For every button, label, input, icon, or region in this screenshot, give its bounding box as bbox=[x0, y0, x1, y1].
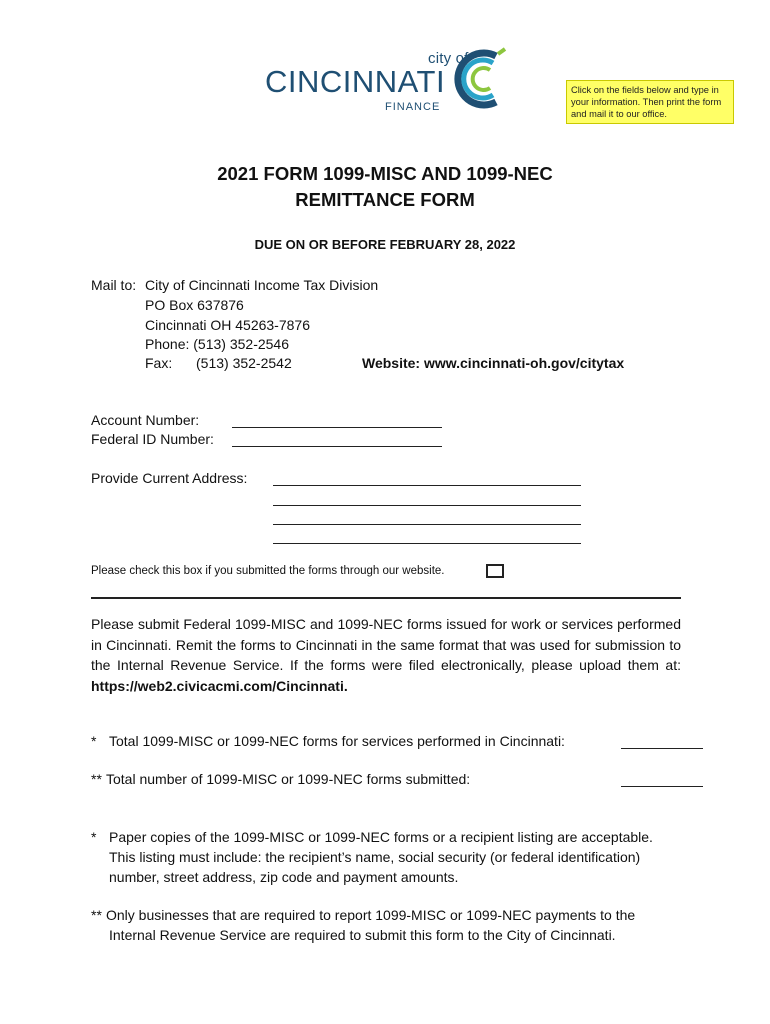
federal-id-field[interactable] bbox=[232, 446, 442, 447]
address-field-line2[interactable] bbox=[273, 505, 581, 506]
website-submission-checkbox[interactable] bbox=[486, 564, 504, 578]
website-submission-label: Please check this box if you submitted the forms through our website. bbox=[91, 565, 445, 577]
account-number-label: Account Number: bbox=[91, 412, 200, 428]
footnote2-marker: ** bbox=[91, 907, 102, 923]
mail-recipient: City of Cincinnati Income Tax Division bbox=[145, 277, 379, 293]
cincinnati-c-logo-icon bbox=[453, 46, 507, 112]
mail-po-box: PO Box 637876 bbox=[145, 297, 244, 313]
mail-phone: Phone: (513) 352-2546 bbox=[145, 336, 289, 352]
logo-city-of: city of bbox=[428, 50, 469, 67]
total-submitted-label: Total number of 1099-MISC or 1099-NEC forms submitted: bbox=[106, 771, 471, 787]
form-title-line1: 2021 FORM 1099-MISC AND 1099-NEC bbox=[217, 163, 553, 184]
logo-name: CINCINNATI bbox=[265, 64, 446, 99]
address-field-line1[interactable] bbox=[273, 485, 581, 486]
address-field-line4[interactable] bbox=[273, 543, 581, 544]
instructions-paragraph bbox=[91, 614, 681, 696]
upload-link[interactable]: https://web2.civicacmi.com/Cincinnati. bbox=[91, 677, 348, 694]
footnote1-line1: Paper copies of the 1099-MISC or 1099-NEC forms or a recipient listing are acceptable. bbox=[109, 829, 653, 845]
mail-fax-label: Fax: bbox=[145, 355, 173, 371]
footnote1-marker: * bbox=[91, 829, 97, 845]
total-submitted-field[interactable] bbox=[621, 786, 703, 787]
total-services-label: Total 1099-MISC or 1099-NEC forms for services performed in Cincinnati: bbox=[109, 733, 565, 749]
instruction-note: Click on the fields below and type in your information. Then print the form and mail it to our office. bbox=[566, 80, 734, 124]
account-number-field[interactable] bbox=[232, 427, 442, 428]
footnote2-line1: Only businesses that are required to report 1099-MISC or 1099-NEC payments to the bbox=[106, 907, 636, 923]
footnote2-line2: Internal Revenue Service are required to submit this form to the City of Cincinnati. bbox=[109, 927, 616, 943]
mail-city: Cincinnati OH 45263-7876 bbox=[145, 317, 310, 333]
instructions-text: Please submit Federal 1099-MISC and 1099-NEC forms issued for work or services performed in Cincinnati. Remit the forms to Cincinnati in the same format that was used for submission to the Internal Revenue Service. If the forms were filed electronically, please upload them at: bbox=[91, 616, 681, 673]
footnote1-line2: This listing must include: the recipient’s name, social security (or federal identification) bbox=[109, 849, 641, 865]
section-divider bbox=[91, 597, 681, 599]
federal-id-label: Federal ID Number: bbox=[91, 431, 214, 447]
total-line1-marker: * bbox=[91, 733, 97, 749]
mail-label: Mail to: bbox=[91, 277, 137, 293]
logo-department: FINANCE bbox=[385, 101, 441, 113]
mail-fax-number: (513) 352-2542 bbox=[196, 355, 292, 371]
address-label: Provide Current Address: bbox=[91, 470, 248, 486]
total-services-field[interactable] bbox=[621, 748, 703, 749]
due-date: DUE ON OR BEFORE FEBRUARY 28, 2022 bbox=[254, 237, 516, 252]
total-line2-marker: ** bbox=[91, 771, 102, 787]
footnote1-line3: number, street address, zip code and payment amounts. bbox=[109, 869, 459, 885]
form-title-line2: REMITTANCE FORM bbox=[295, 189, 475, 210]
website[interactable]: Website: www.cincinnati-oh.gov/citytax bbox=[362, 355, 625, 371]
address-field-line3[interactable] bbox=[273, 524, 581, 525]
